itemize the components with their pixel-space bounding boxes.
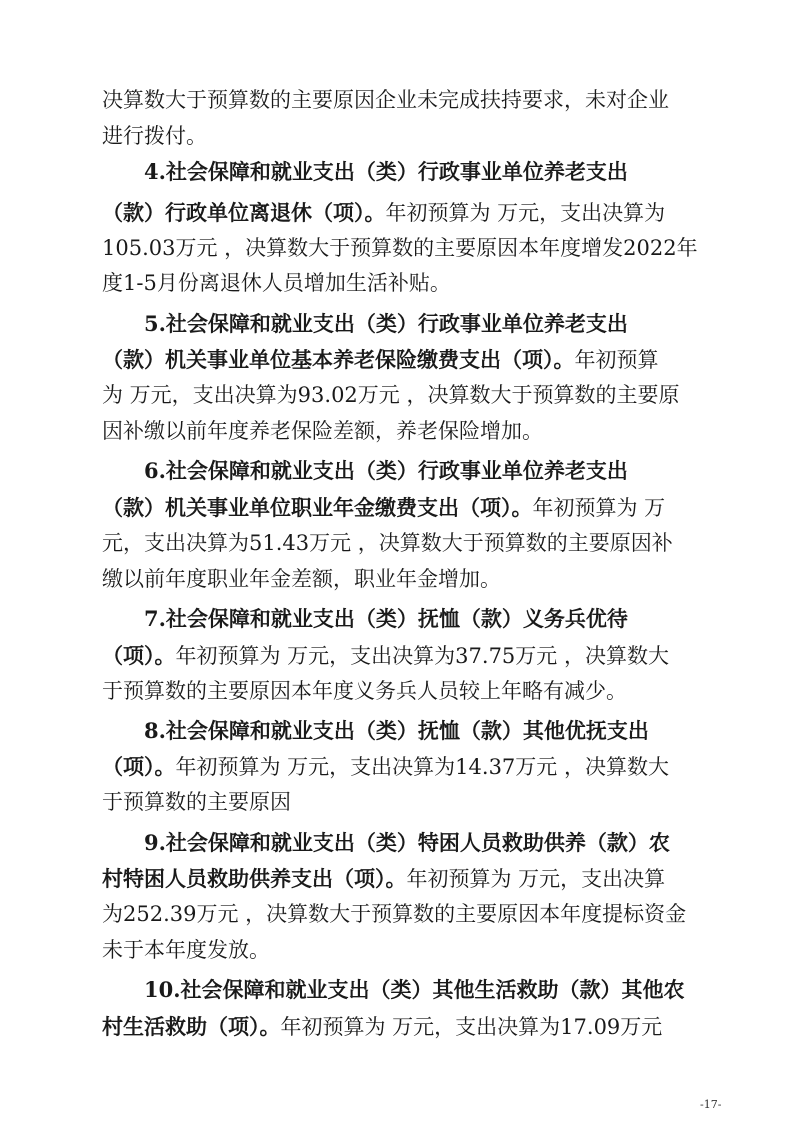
section-8-heading [144,717,649,744]
paragraph-line [102,678,627,705]
paragraph-line [102,199,665,227]
section-7-heading [144,605,628,632]
line-text: 度1-5月份离退休人员增加生活补贴。 [102,271,451,295]
line-text: 为252.39万元 ，决算数大于预算数的主要原因本年度提标资金 [102,902,687,926]
section-heading-tail: （款）行政单位离退休（项）。 [102,200,386,225]
section-10-heading [144,976,685,1003]
section-heading-tail: （款）机关事业单位职业年金缴费支出（项）。 [102,495,533,520]
line-text: 进行拨付。 [102,124,207,148]
paragraph-line [102,753,669,781]
section-heading-tail: （项）。 [102,754,176,779]
line-text: 于预算数的主要原因本年度义务兵人员较上年略有减少。 [102,679,627,703]
line-text: 未于本年度发放。 [102,938,270,962]
line-text: 10.社会保障和就业支出（类）其他生活救助（款）其他农 [144,977,685,1002]
line-text: 年初预算为 万元，支出决算为14.37万元 ，决算数大 [175,755,669,779]
section-heading-tail: （项）。 [102,643,176,668]
line-text: 7.社会保障和就业支出（类）抚恤（款）义务兵优待 [144,606,628,631]
paragraph-line [102,865,665,893]
paragraph-line [102,418,543,445]
line-text: 为 万元，支出决算为93.02万元 ，决算数大于预算数的主要原 [102,383,680,407]
paragraph-line [102,901,686,928]
section-5-heading [144,310,628,337]
section-4-heading [144,158,628,185]
line-text: 年初预算为 万元，支出决算为37.75万元 ，决算数大 [175,644,669,668]
line-text: 6.社会保障和就业支出（类）行政事业单位养老支出 [144,458,628,483]
paragraph-line [102,123,207,150]
section-heading-tail: 村特困人员救助供养支出（项）。 [102,866,407,891]
paragraph-line [102,789,291,816]
line-text: 年初预算 [574,348,659,372]
line-text: 8.社会保障和就业支出（类）抚恤（款）其他优抚支出 [144,718,649,743]
line-text: 决算数大于预算数的主要原因企业未完成扶持要求，未对企业 [102,88,669,112]
paragraph-line [102,566,501,593]
paragraph-line [102,937,270,964]
paragraph-line [102,235,698,262]
line-text: 5.社会保障和就业支出（类）行政事业单位养老支出 [144,311,628,336]
paragraph-line [102,1013,662,1041]
paragraph-line [102,494,665,522]
line-text: 于预算数的主要原因 [102,790,291,814]
paragraph-line [102,642,669,670]
line-text: 因补缴以前年度养老保险差额，养老保险增加。 [102,419,543,443]
line-text: 9.社会保障和就业支出（类）特困人员救助供养（款）农 [144,830,670,855]
section-heading-tail: 村生活救助（项）。 [102,1014,281,1039]
paragraph-line [102,87,669,114]
paragraph-line [102,346,659,374]
section-9-heading [144,829,670,856]
line-text: 年初预算为 万元，支出决算为17.09万元 [280,1015,663,1039]
line-text: 年初预算为 万元，支出决算为 [385,201,666,225]
line-text: 缴以前年度职业年金差额，职业年金增加。 [102,567,501,591]
paragraph-line [102,270,451,297]
paragraph-line [102,530,673,557]
section-heading-tail: （款）机关事业单位基本养老保险缴费支出（项）。 [102,347,575,372]
line-text: 年初预算为 万 [532,496,666,520]
line-text: 105.03万元 ，决算数大于预算数的主要原因本年度增发2022年 [102,236,698,260]
section-6-heading [144,457,628,484]
line-text: 年初预算为 万元，支出决算 [406,867,666,891]
line-text: 元，支出决算为51.43万元 ，决算数大于预算数的主要原因补 [102,531,673,555]
page-number: -17- [700,1098,722,1111]
line-text: 4.社会保障和就业支出（类）行政事业单位养老支出 [144,159,628,184]
paragraph-line [102,382,679,409]
